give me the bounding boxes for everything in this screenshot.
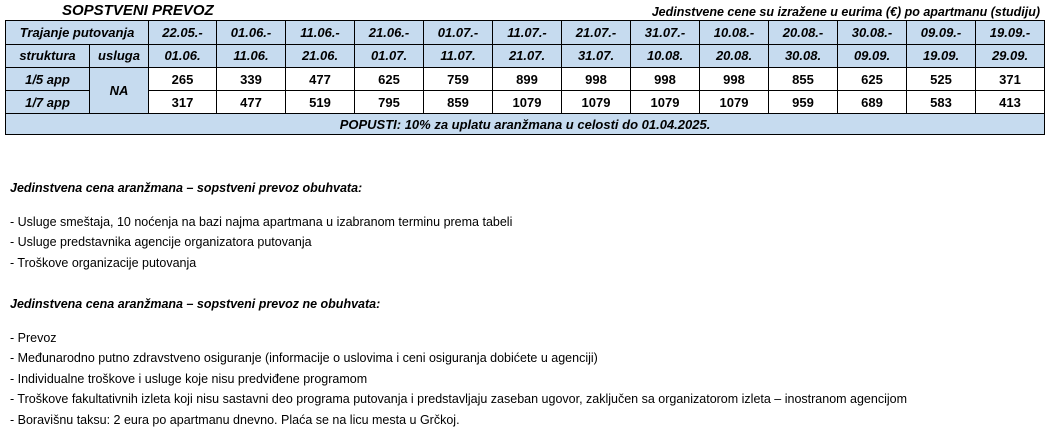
price-cell: 477 bbox=[217, 91, 286, 114]
price-cell: 265 bbox=[149, 68, 217, 91]
discount-note: POPUSTI: 10% za uplatu aranžmana u celosti do 01.04.2025. bbox=[6, 114, 1045, 135]
price-cell: 625 bbox=[355, 68, 424, 91]
period-cell: 31.07.- 10.08. bbox=[631, 21, 700, 68]
document-header bbox=[0, 0, 1050, 20]
price-cell: 1079 bbox=[562, 91, 631, 114]
period-header-row bbox=[6, 21, 1045, 45]
list-item: - Troškove fakultativnih izleta koji nisu sastavni deo programa putovanja i predstavljaju zaseban ugovor, zaključen sa organizatorom izleta – inostranom agencijom bbox=[10, 392, 908, 406]
price-cell: 625 bbox=[838, 68, 907, 91]
includes-section bbox=[10, 178, 512, 273]
period-cell: 19.09.- 29.09. bbox=[976, 21, 1045, 68]
period-cell: 10.08.- 20.08. bbox=[700, 21, 769, 68]
list-item: - Međunarodno putno zdravstveno osiguranje (informacije o uslovima i ceni osiguranja dobićete u agenciji) bbox=[10, 351, 598, 365]
period-cell: 30.08.- 09.09. bbox=[838, 21, 907, 68]
price-note: Jedinstvene cene su izražene u eurima (€) po apartmanu (studiju) bbox=[651, 5, 1040, 19]
discount-row bbox=[6, 114, 1045, 135]
period-cell: 11.06.- 21.06. bbox=[286, 21, 355, 68]
list-item: - Boravišnu taksu: 2 eura po apartmanu dnevno. Plaća se na licu mesta u Grčkoj. bbox=[10, 412, 460, 427]
price-cell: 759 bbox=[424, 68, 493, 91]
price-cell: 899 bbox=[493, 68, 562, 91]
row-label: 1/7 app bbox=[6, 91, 90, 114]
period-cell: 22.05.- 01.06. bbox=[149, 21, 217, 68]
list-item: - Usluge predstavnika agencije organizatora putovanja bbox=[10, 235, 312, 249]
duration-header: Trajanje putovanja bbox=[6, 21, 149, 45]
period-cell: 09.09.- 19.09. bbox=[907, 21, 976, 68]
period-cell: 11.07.- 21.07. bbox=[493, 21, 562, 68]
service-value: NA bbox=[90, 68, 149, 114]
price-cell: 795 bbox=[355, 91, 424, 114]
price-cell: 998 bbox=[562, 68, 631, 91]
table-row bbox=[6, 68, 1045, 91]
price-cell: 519 bbox=[286, 91, 355, 114]
price-cell: 317 bbox=[149, 91, 217, 114]
price-cell: 1079 bbox=[493, 91, 562, 114]
period-cell: 01.06.- 11.06. bbox=[217, 21, 286, 68]
price-cell: 859 bbox=[424, 91, 493, 114]
price-cell: 583 bbox=[907, 91, 976, 114]
price-table bbox=[5, 20, 1045, 135]
period-cell: 21.06.- 01.07. bbox=[355, 21, 424, 68]
price-cell: 339 bbox=[217, 68, 286, 91]
price-cell: 998 bbox=[631, 68, 700, 91]
page-title: SOPSTVENI PREVOZ bbox=[62, 2, 214, 19]
price-cell: 477 bbox=[286, 68, 355, 91]
structure-header: struktura bbox=[6, 44, 90, 68]
period-cell: 20.08.- 30.08. bbox=[769, 21, 838, 68]
service-header: usluga bbox=[90, 44, 149, 68]
excludes-heading: Jedinstvena cena aranžmana – sopstveni prevoz ne obuhvata: bbox=[10, 297, 381, 311]
price-cell: 413 bbox=[976, 91, 1045, 114]
list-item: - Individualne troškove i usluge koje nisu predviđene programom bbox=[10, 371, 368, 386]
row-label: 1/5 app bbox=[6, 68, 90, 91]
price-cell: 998 bbox=[700, 68, 769, 91]
excludes-section bbox=[10, 294, 907, 430]
price-cell: 855 bbox=[769, 68, 838, 91]
period-cell: 21.07.- 31.07. bbox=[562, 21, 631, 68]
list-item: - Prevoz bbox=[10, 330, 57, 345]
includes-heading: Jedinstvena cena aranžmana – sopstveni prevoz obuhvata: bbox=[10, 181, 363, 195]
period-cell: 01.07.- 11.07. bbox=[424, 21, 493, 68]
list-item: - Usluge smeštaja, 10 noćenja na bazi najma apartmana u izabranom terminu prema tabeli bbox=[10, 214, 513, 229]
price-cell: 1079 bbox=[631, 91, 700, 114]
table-row bbox=[6, 91, 1045, 114]
price-cell: 959 bbox=[769, 91, 838, 114]
price-cell: 371 bbox=[976, 68, 1045, 91]
price-cell: 525 bbox=[907, 68, 976, 91]
price-cell: 689 bbox=[838, 91, 907, 114]
list-item: - Troškove organizacije putovanja bbox=[10, 255, 197, 270]
price-cell: 1079 bbox=[700, 91, 769, 114]
